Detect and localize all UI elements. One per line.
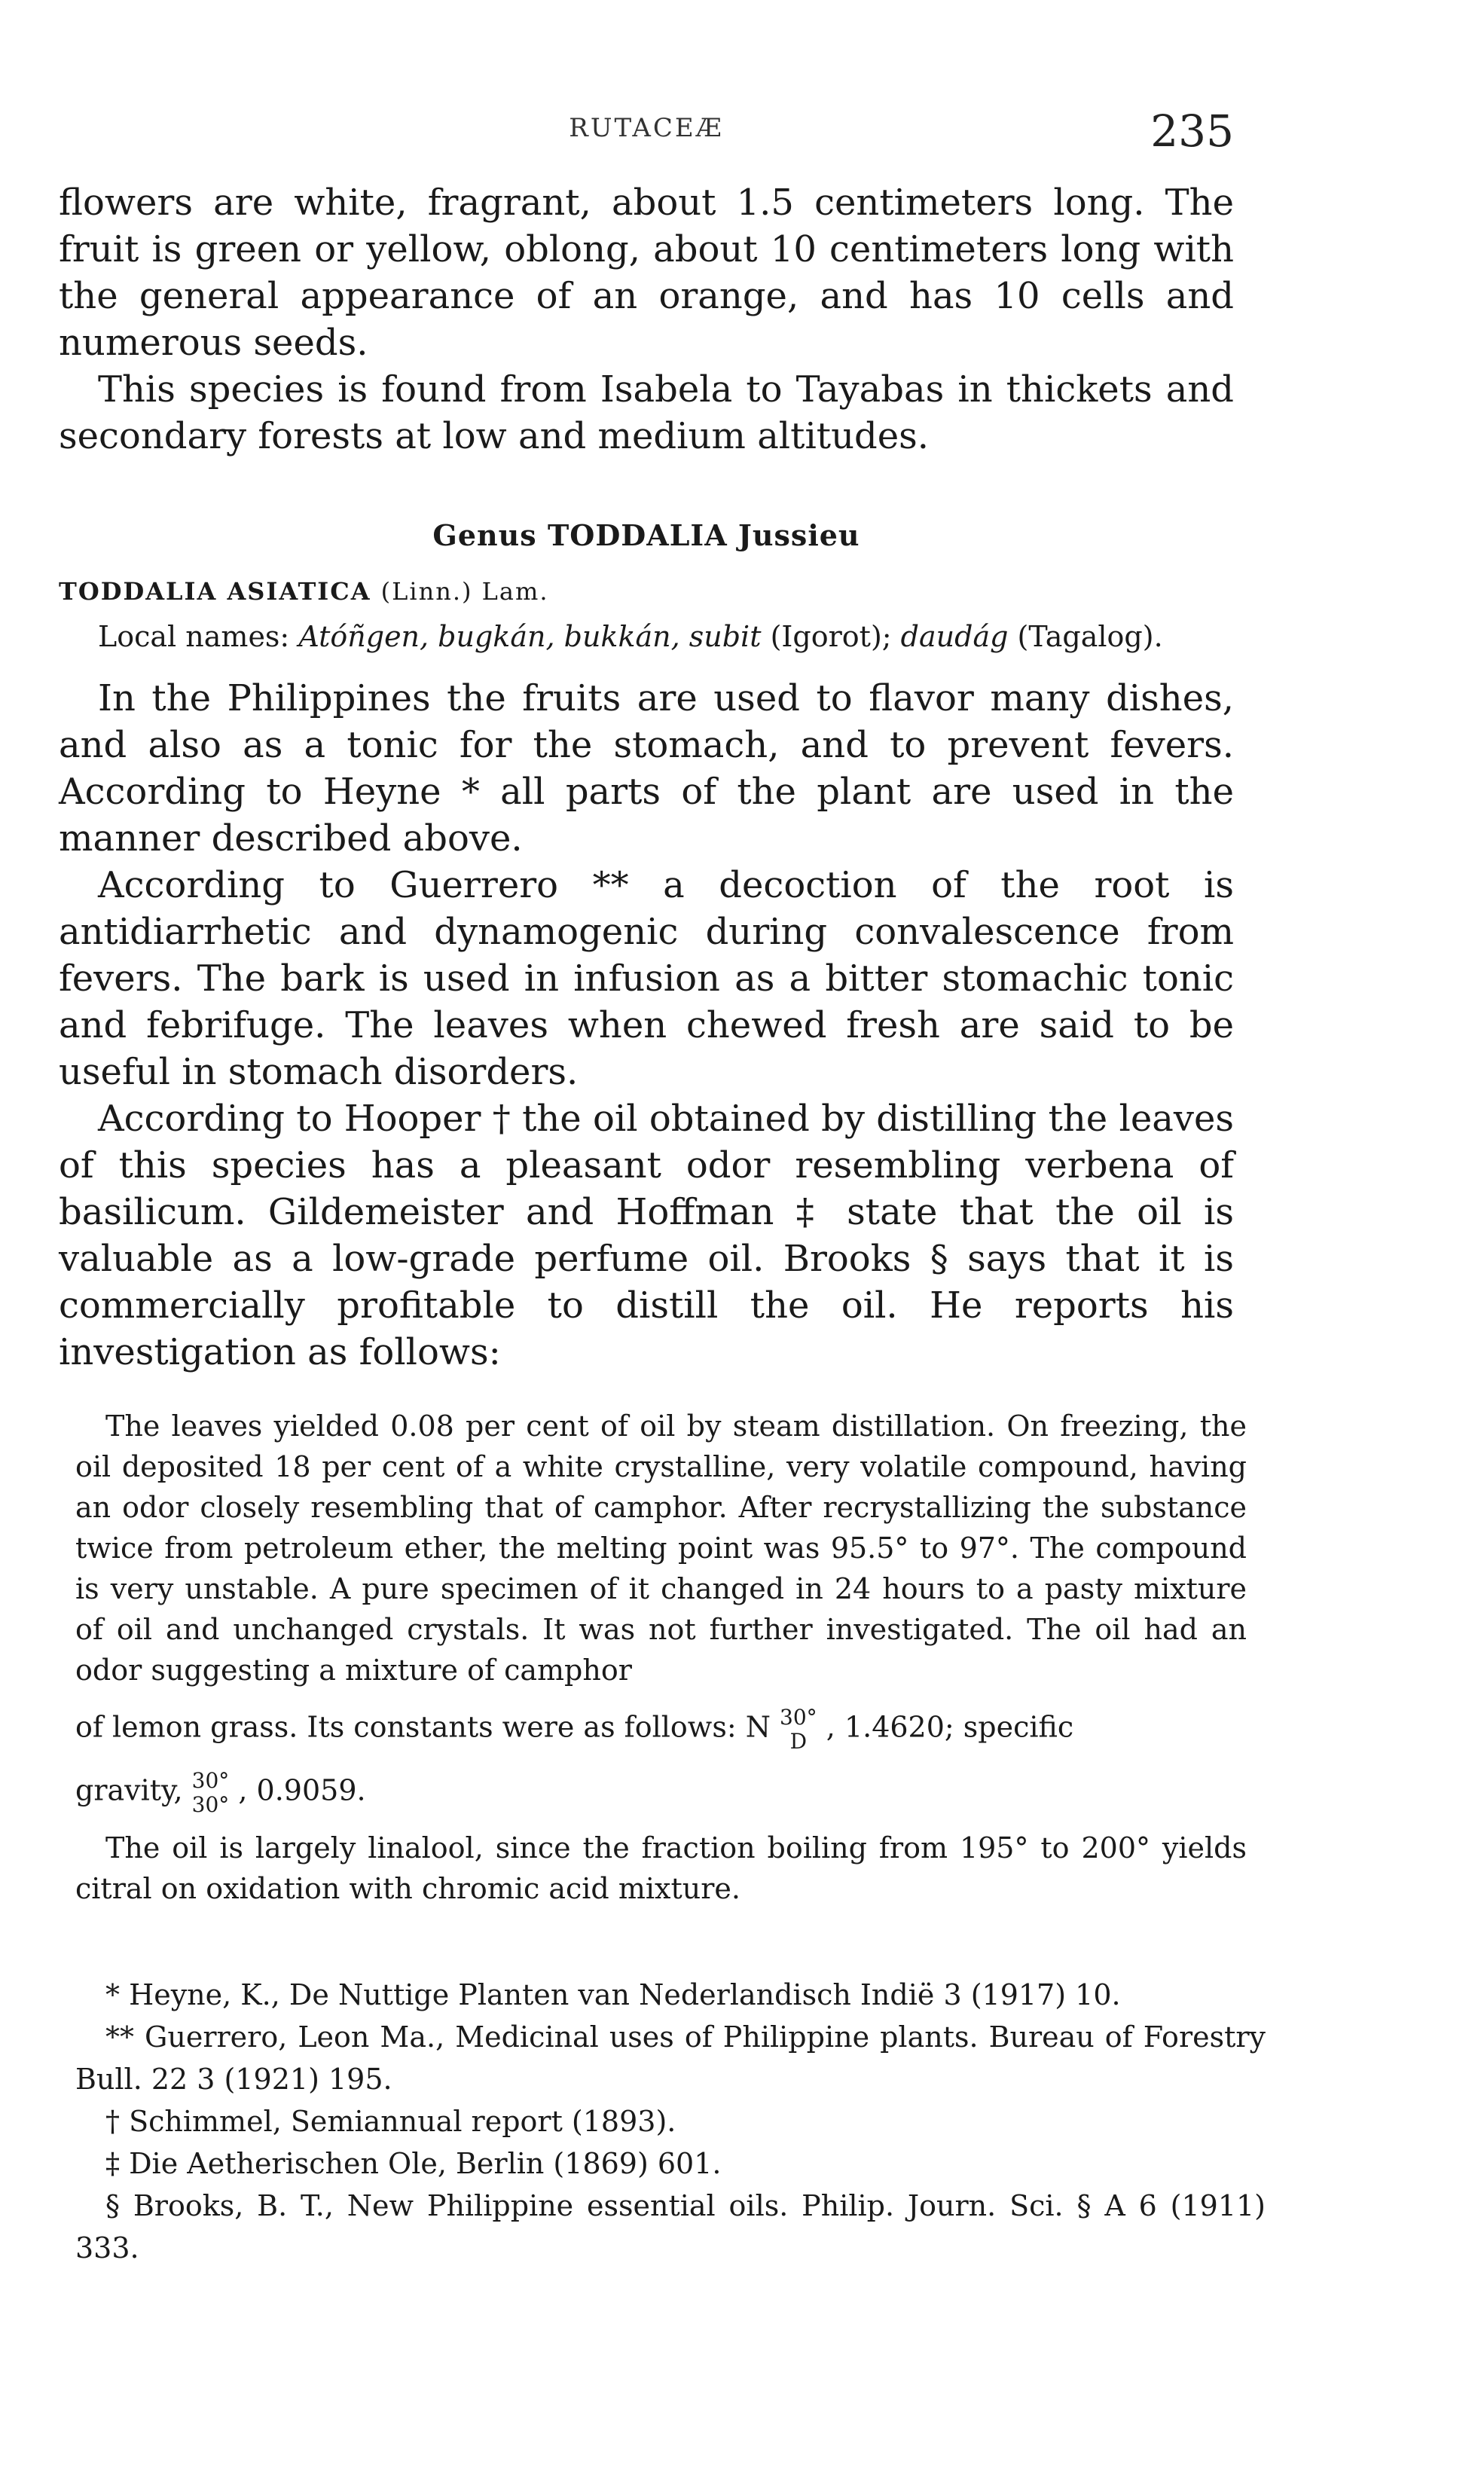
block-quote [75, 1406, 1247, 1909]
footnotes [75, 1974, 1266, 2269]
footnote: § Brooks, B. T., New Philippine essential oils. Philip. Journ. Sci. § A 6 (1911) 333. [75, 2189, 1266, 2265]
body-paragraph-2: According to Guerrero ** a decoction of the root is antidiarrhetic and dynamogenic during convalescence from fevers. The bark is used in infusion as a bitter stomachic tonic and febrifuge. The leaves when chewed fresh are said to be useful in stomach disorders. [59, 864, 1234, 1093]
local-names [98, 618, 1250, 655]
page-number: 235 [1150, 105, 1234, 157]
body-text [59, 675, 1234, 1376]
refractive-index-sup: 30° [780, 1705, 817, 1730]
species-author: (Linn.) Lam. [380, 577, 549, 606]
body-paragraph-3: According to Hooper † the oil obtained by distilling the leaves of this species has a pleasant odor resembling verbena of basilicum. Gildemeister and Hoffman ‡ state that the oil is valuable as a low-grade perfume oil. Brooks § says that it is commercially profitable to distill the oil. He reports his investigation as follows: [59, 1098, 1234, 1373]
gravity-numerator: 30° [191, 1768, 230, 1793]
genus-prefix: Genus [432, 518, 537, 552]
constants-line [75, 1706, 1247, 1754]
refractive-index-sub: D [789, 1729, 808, 1754]
footnote: ** Guerrero, Leon Ma., Medicinal uses of Philippine plants. Bureau of Forestry Bull. 22 3 (1921) 195. [75, 2020, 1266, 2096]
gravity-fraction [192, 1769, 230, 1817]
intro-paragraph-1: flowers are white, fragrant, about 1.5 centimeters long. The fruit is green or yellow, oblong, about 10 centimeters long with the general appearance of an orange, and has 10 cells and numerous seeds. [59, 182, 1234, 364]
body-paragraph-1: In the Philippines the fruits are used to flavor many dishes, and also as a tonic for the stomach, and to prevent fevers. According to Heyne * all parts of the plant are used in the manner described above. [59, 677, 1234, 860]
page-header [59, 105, 1234, 166]
igorot-language: (Igorot); [770, 620, 892, 653]
intro-paragraph-2: This species is found from Isabela to Tayabas in thickets and secondary forests at low and medium altitudes. [59, 368, 1234, 457]
footnote: † Schimmel, Semiannual report (1893). [105, 2105, 676, 2138]
constants-text: of lemon grass. Its constants were as follows: N [75, 1710, 771, 1744]
species-heading [59, 577, 549, 606]
footnote: ‡ Die Aetherischen Ole, Berlin (1869) 601. [105, 2147, 722, 2180]
species-name: TODDALIA ASIATICA [59, 577, 371, 606]
refractive-index-fraction [780, 1706, 817, 1754]
tagalog-name: daudág [900, 620, 1009, 653]
tagalog-language: (Tagalog). [1017, 620, 1163, 653]
quote-paragraph-2: The oil is largely linalool, since the fraction boiling from 195° to 200° yields citral on oxidation with chromic acid mixture. [75, 1831, 1247, 1905]
intro-text [59, 179, 1234, 460]
local-names-label: Local names: [98, 620, 290, 653]
gravity-denominator: 30° [191, 1792, 230, 1817]
genus-name: TODDALIA [547, 518, 728, 552]
genus-heading [59, 518, 1234, 552]
genus-author: Jussieu [737, 518, 860, 552]
footnote: * Heyne, K., De Nuttige Planten van Nederlandisch Indië 3 (1917) 10. [105, 1978, 1121, 2011]
gravity-label: gravity, [75, 1773, 183, 1807]
gravity-line [75, 1769, 1247, 1817]
running-head: RUTACEÆ [569, 113, 724, 143]
quote-paragraph-1: The leaves yielded 0.08 per cent of oil by steam distillation. On freezing, the oil deposited 18 per cent of a white crystalline, very volatile compound, having an odor closely resembling that of camphor. After recrystallizing the substance twice from petroleum ether, the melting point was 95.5° to 97°. The compound is very unstable. A pure specimen of it changed in 24 hours to a pasty mixture of oil and unchanged crystals. It was not further investigated. The oil had an odor suggesting a mixture of camphor [75, 1409, 1247, 1687]
igorot-names: Atóñgen, bugkán, bukkán, subit [298, 620, 762, 653]
gravity-value: , 0.9059. [238, 1773, 366, 1807]
refractive-index-value: , 1.4620; specific [826, 1710, 1074, 1744]
